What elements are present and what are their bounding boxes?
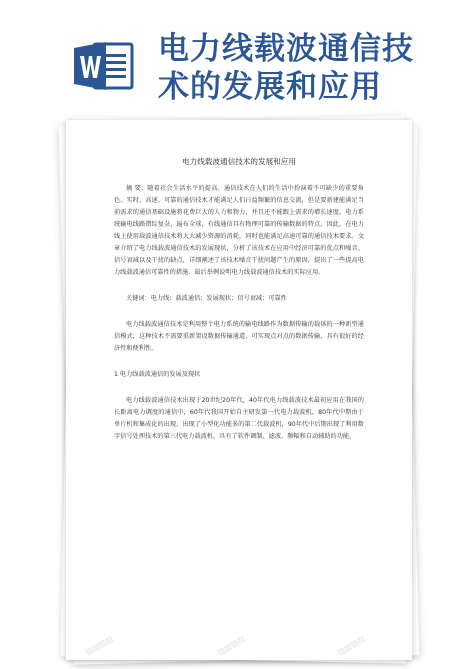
hero-title [158, 30, 468, 106]
section-heading: 1 电力线载波通信的发展及现状 [114, 371, 201, 378]
word-document-icon [72, 40, 136, 92]
watermark-mark: ▨▨▨▨ [83, 634, 115, 657]
paper-stack [66, 120, 412, 660]
watermark-mark: ▨▨▨▨ [215, 634, 247, 657]
document-body [114, 156, 364, 457]
hero-title-line2: 术的发展和应用 [158, 69, 382, 105]
keywords-line: 关键词：电力线；载波通信；发展现状；信号衰减；可靠性 [126, 295, 287, 302]
abstract-paragraph: 摘 要：随着社会生活水平的提高、通信技术在人们的生活中扮演着不可缺少的重要角色。实时、高速、可靠的通信技术才能满足人们日益频繁的信息交流，但是要新建能满足当前需求的通信基础设施将花费巨大的人力和物力，并且还不能跟上需求的增长速度。电力系统输电线路错综复杂，遍布全球，有线通信具有物理可靠的传输数据的特点。因此，在电力线上使用载波通信技术将大大减少资源的消耗，同时也能满足高速可靠的通信技术要求。文章介绍了电力线载波通信技术的发展现状，分析了该技术在应用中经济可靠的优点和噪音、信号衰减以及干扰的缺点，详细阐述了该技术噪音干扰问题产生的原因，提出了一些提高电力线载波通信可靠性的措施，最后举例说明电力线载波通信技术的实际应用。 [114, 185, 364, 276]
watermark-mark: ▨▨▨▨ [335, 634, 367, 657]
section-paragraph: 电力线载波通信技术出现于20世纪20年代，40年代电力线载波技术最初应用在我国的长距离电力调度的通信中，60年代我国开始自主研发第一代电力载波机，80年代中期由于单片机和集成化的出现，出现了小型化功能多的第二代载波机，90年代中后期出现了利用数字信号处理技术的第三代电力载波机，具有了软件调制、滤波、频幅和自动辅助的功能。 [114, 397, 364, 440]
header-banner [0, 0, 474, 115]
document-page [66, 120, 412, 660]
document-title: 电力线载波通信技术的发展和应用 [182, 157, 296, 166]
hero-title-line1: 电力线载波通信技 [158, 31, 414, 67]
intro-paragraph: 电力线载波通信技术是利用整个电力系统的输电线路作为数据传输的载体的一种新型通信模式，这种技术不需要重新架设数据传输通道，可实现点对点的数据传输，具有很好的经济性和便利性。 [114, 321, 364, 352]
